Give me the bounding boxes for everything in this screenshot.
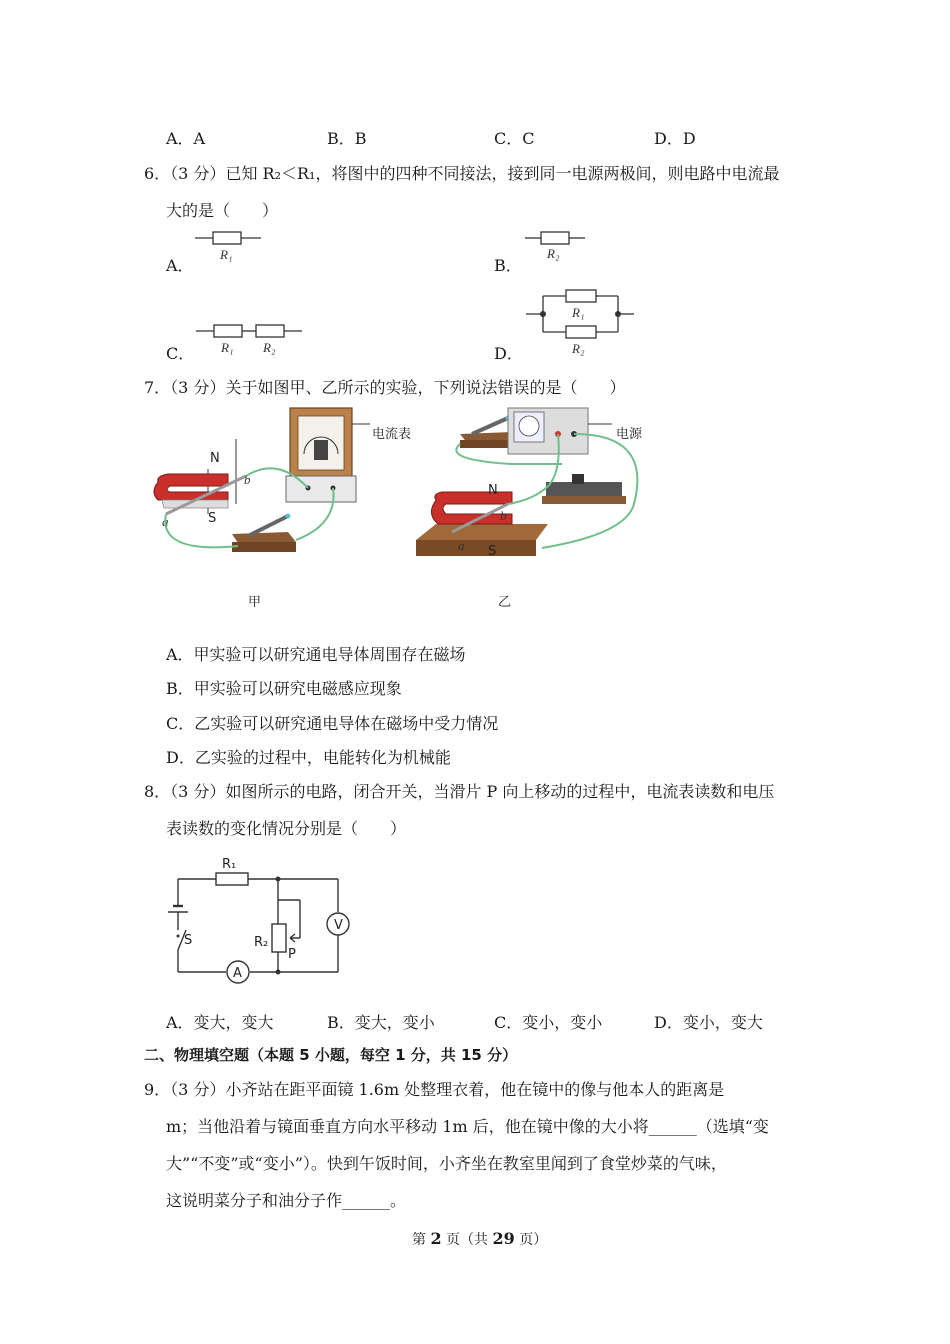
q7-option-d: D．乙实验的过程中，电能转化为机械能 [166,748,451,767]
q8-option-c: C．变小，变小 [494,1013,603,1032]
q8-p-label: P [288,947,296,962]
section-2-title: 二、物理填空题（本题 5 小题，每空 1 分，共 15 分） [144,1046,518,1064]
q5-option-b: B．B [327,129,367,148]
q7-option-c: C．乙实验可以研究通电导体在磁场中受力情况 [166,714,499,733]
page-footer [412,1229,547,1249]
q9-line4: 这说明菜分子和油分子作______。 [166,1191,407,1210]
footer-suffix: 页） [519,1232,548,1248]
q9-line2: m；当他沿着与镜面垂直方向水平移动 1m 后，他在镜中像的大小将______（选填“变 [166,1117,769,1136]
q7-figure-right [412,404,672,614]
q8-switch-label: S [184,933,193,948]
footer-prefix: 第 [412,1232,426,1248]
q7-figure-left [148,404,428,614]
q7-right-n-label: N [488,483,498,498]
q8-option-a: A．变大，变大 [166,1013,274,1032]
q7-option-b: B．甲实验可以研究电磁感应现象 [166,679,402,698]
q6-diagram-a [195,228,265,264]
q9-line3: 大”“不变”或“变小”）。快到午饭时间，小齐坐在教室里闻到了食堂炒菜的气味， [166,1154,727,1173]
q5-option-a: A．A [166,129,206,148]
q7-left-a-label: a [162,514,169,529]
q6-option-a-label: A． [166,256,194,275]
q7-power-label: 电源 [616,427,643,442]
q6-d-r2-label: R₂ [572,341,585,356]
q6-option-d-label: D． [494,344,523,363]
q7-left-s-label: S [208,511,217,526]
footer-page-number: 2 [430,1229,442,1248]
q5-option-d: D．D [654,129,696,148]
q6-c-r2-label: R₂ [263,340,276,355]
q6-d-r1-label: R₁ [572,305,585,320]
q6-b-r2-label: R₂ [547,246,560,261]
q6-option-b-label: B． [494,256,522,275]
q7-option-a: A．甲实验可以研究通电导体周围存在磁场 [166,645,466,664]
q9-line1: 9．（3 分）小齐站在距平面镜 1.6m 处整理衣着，他在镜中的像与他本人的距离是 [144,1080,725,1099]
q8-option-d: D．变小，变大 [654,1013,763,1032]
q6-diagram-c [196,321,306,357]
q7-stem: 7．（3 分）关于如图甲、乙所示的实验，下列说法错误的是（ ） [144,378,626,397]
q5-option-c: C．C [494,129,535,148]
q6-diagram-d [526,286,638,358]
q6-c-r1-label: R₁ [221,340,234,355]
q8-r1-label: R₁ [222,857,237,872]
q6-stem-line1: 6．（3 分）已知 R₂＜R₁，将图中的四种不同接法，接到同一电源两极间，则电路中电流最 [144,164,780,183]
footer-total-pages: 29 [492,1229,515,1248]
q8-ammeter-label: A [233,966,242,981]
q8-circuit-diagram [166,850,366,988]
q7-right-a-label: a [458,538,465,553]
q7-left-caption: 甲 [248,595,262,610]
q7-left-n-label: N [210,451,220,466]
q6-option-c-label: C． [166,344,195,363]
q7-right-caption: 乙 [498,595,512,610]
q8-r2-label: R₂ [254,935,269,950]
q8-stem-line1: 8．（3 分）如图所示的电路，闭合开关，当滑片 P 向上移动的过程中，电流表读数和电压 [144,782,775,801]
q7-ammeter-label: 电流表 [372,427,412,442]
q7-right-b-label: b [500,508,507,523]
footer-middle: 页（共 [446,1232,489,1248]
q6-stem-line2: 大的是（ ） [166,201,279,220]
q6-a-r1-label: R₁ [220,247,233,262]
q8-option-b: B．变大，变小 [327,1013,435,1032]
q7-left-b-label: b [244,472,251,487]
q6-diagram-b [525,228,595,264]
q8-voltmeter-label: V [334,918,343,933]
q7-right-s-label: S [488,544,497,559]
q8-stem-line2: 表读数的变化情况分别是（ ） [166,819,407,838]
